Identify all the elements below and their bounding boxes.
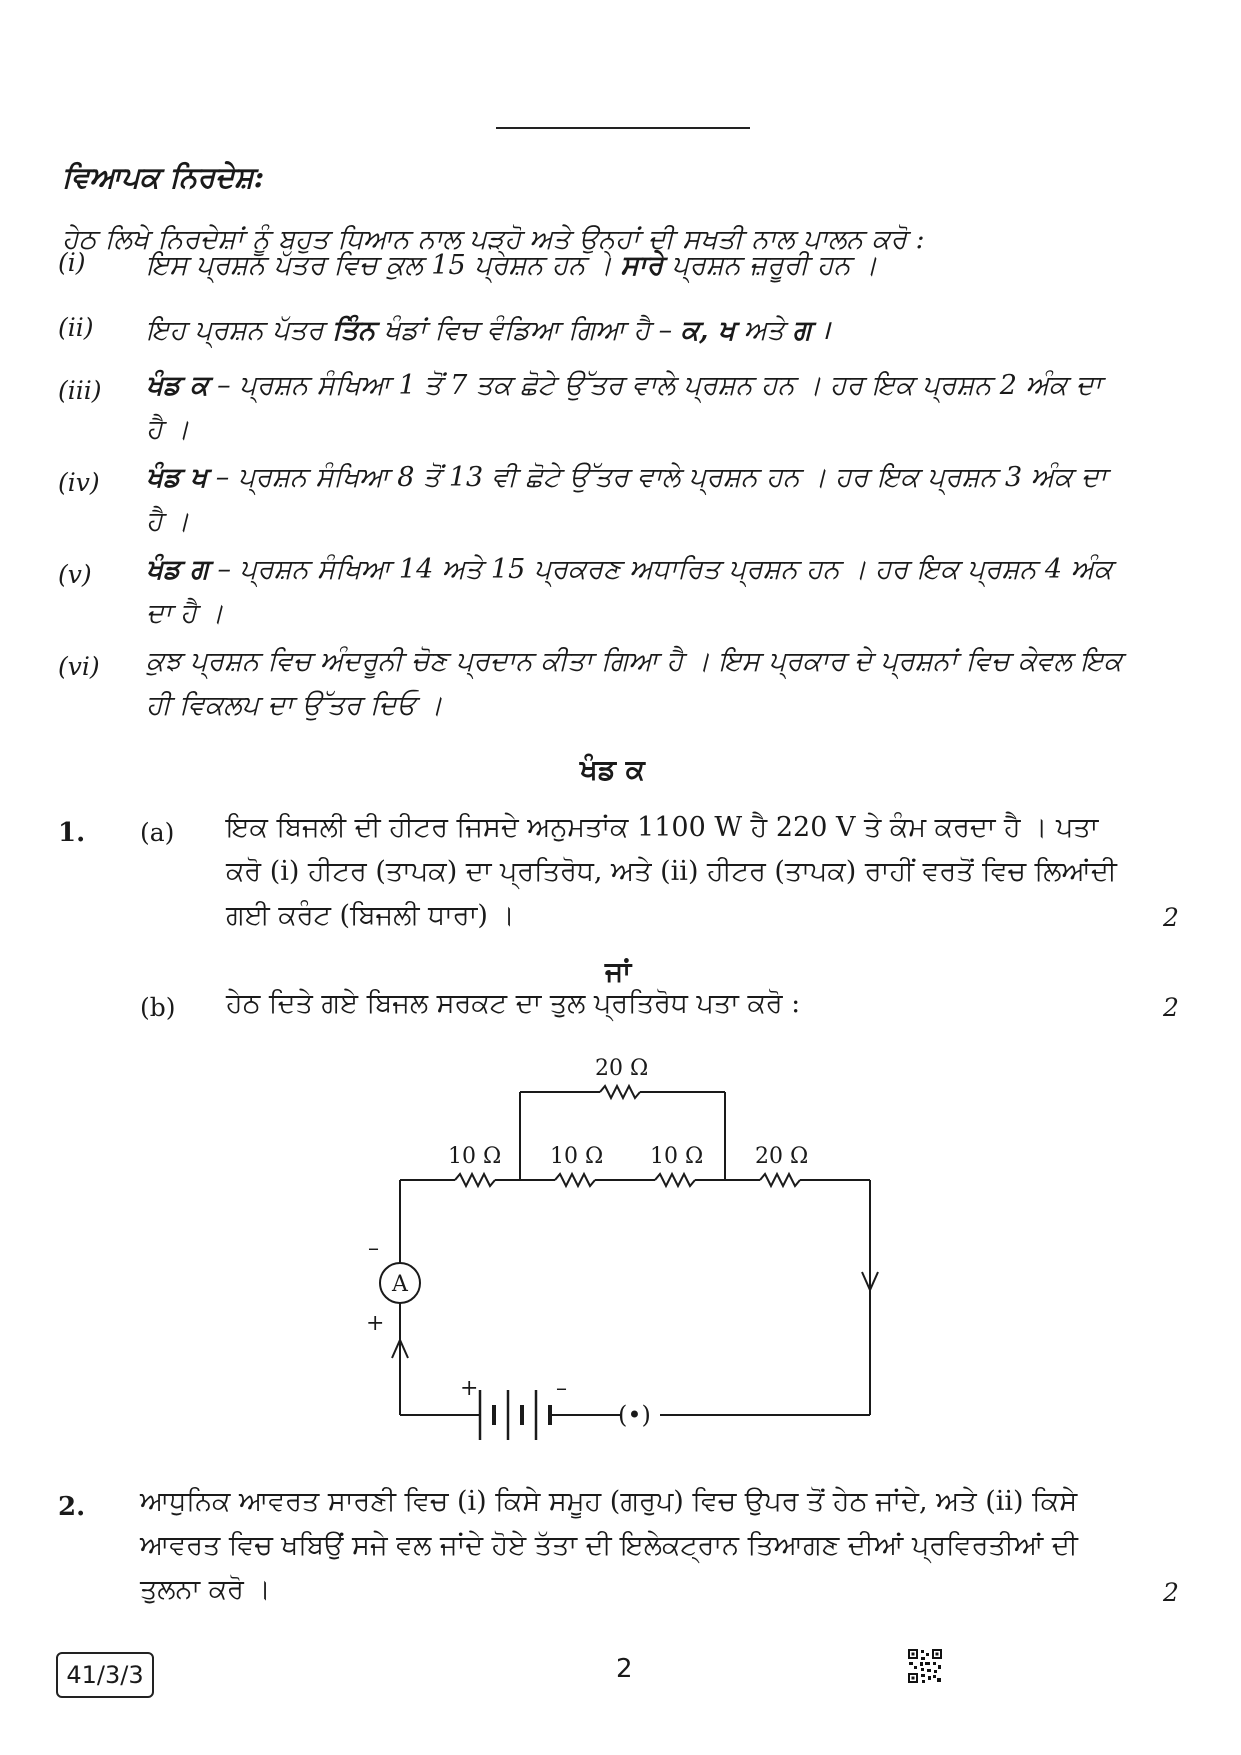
ammeter-plus: + (366, 1311, 385, 1336)
marks: 2 (1163, 1578, 1179, 1607)
instruction-number: (iv) (58, 468, 100, 497)
resistor-label: 20 Ω (595, 1056, 649, 1081)
marks: 2 (1163, 993, 1179, 1022)
resistor-label: 10 Ω (448, 1144, 502, 1169)
question-number: 2. (58, 1492, 86, 1522)
battery-minus: – (556, 1376, 567, 1401)
instruction-text: ਇਸ ਪ੍ਰਸ਼ਨ ਪੱਤਰ ਵਿਚ ਕੁਲ 15 ਪ੍ਰਸ਼ਨ ਹਨ । ਸਾਰੇ ਪ੍ਰਸ਼ਨ ਜ਼ਰੂਰੀ ਹਨ । (146, 250, 878, 281)
question-number: 1. (58, 818, 86, 848)
paper-code: 41/3/3 (56, 1652, 154, 1698)
resistor-label: 10 Ω (650, 1144, 704, 1169)
instruction-number: (i) (58, 248, 86, 277)
circuit-diagram (366, 1050, 890, 1450)
question-1a-text: ਇਕ ਬਿਜਲੀ ਦੀ ਹੀਟਰ ਜਿਸਦੇ ਅਨੁਮਤਾਂਕ 1100 W ਹੈ 220 V ਤੇ ਕੰਮ ਕਰਦਾ ਹੈ । ਪਤਾ ਕਰੋ (i) ਹੀਟਰ (ਤਾਪਕ) ਦਾ ਪ੍ਰਤਿਰੋਧ, ਅਤੇ (ii) ਹੀਟਰ (ਤਾਪਕ) ਰਾਹੀਂ ਵਰਤੋਂ ਵਿਚ ਲਿਆਂਦੀ ਗਈ ਕਰੰਟ (ਬਿਜਲੀ ਧਾਰਾ) । (226, 812, 1117, 931)
instruction-number: (ii) (58, 313, 94, 342)
page-number: 2 (616, 1654, 633, 1684)
instruction-text: ਖੰਡ ਖ – ਪ੍ਰਸ਼ਨ ਸੰਖਿਆ 8 ਤੋਂ 13 ਵੀ ਛੋਟੇ ਉੱਤਰ ਵਾਲੇ ਪ੍ਰਸ਼ਨ ਹਨ । ਹਰ ਇਕ ਪ੍ਰਸ਼ਨ 3 ਅੰਕ ਦਾ ਹੈ । (146, 462, 1107, 537)
plug-key: (•) (618, 1401, 651, 1429)
subpart-label: (b) (140, 993, 176, 1022)
subpart-label: (a) (140, 818, 175, 847)
instruction-text: ਖੰਡ ਗ – ਪ੍ਰਸ਼ਨ ਸੰਖਿਆ 14 ਅਤੇ 15 ਪ੍ਰਕਰਣ ਅਧਾਰਿਤ ਪ੍ਰਸ਼ਨ ਹਨ । ਹਰ ਇਕ ਪ੍ਰਸ਼ਨ 4 ਅੰਕ ਦਾ ਹੈ । (146, 554, 1113, 629)
qr-code-icon (907, 1648, 943, 1684)
instructions-heading: ਵਿਆਪਕ ਨਿਰਦੇਸ਼: (62, 160, 265, 194)
question-2-text: ਆਧੁਨਿਕ ਆਵਰਤ ਸਾਰਣੀ ਵਿਚ (i) ਕਿਸੇ ਸਮੂਹ (ਗਰੁਪ) ਵਿਚ ਉਪਰ ਤੋਂ ਹੇਠ ਜਾਂਦੇ, ਅਤੇ (ii) ਕਿਸੇ ਆਵਰਤ ਵਿਚ ਖਬਿਉਂ ਸਜੇ ਵਲ ਜਾਂਦੇ ਹੋਏ ਤੱਤਾ ਦੀ ਇਲੇਕਟ੍ਰਾਨ ਤਿਆਗਣ ਦੀਆਂ ਪ੍ਰਵਿਰਤੀਆਂ ਦੀ ਤੁਲਨਾ ਕਰੋ । (140, 1486, 1078, 1605)
instruction-number: (iii) (58, 376, 102, 405)
instruction-text: ਖੰਡ ਕ – ਪ੍ਰਸ਼ਨ ਸੰਖਿਆ 1 ਤੋਂ 7 ਤਕ ਛੋਟੇ ਉੱਤਰ ਵਾਲੇ ਪ੍ਰਸ਼ਨ ਹਨ । ਹਰ ਇਕ ਪ੍ਰਸ਼ਨ 2 ਅੰਕ ਦਾ ਹੈ । (146, 370, 1102, 445)
section-title: ਖੰਡ ਕ (580, 753, 645, 786)
question-1b-text: ਹੇਠ ਦਿਤੇ ਗਏ ਬਿਜਲ ਸਰਕਟ ਦਾ ਤੁਲ ਪ੍ਰਤਿਰੋਧ ਪਤਾ ਕਰੋ : (226, 988, 801, 1019)
or-separator: ਜਾਂ (605, 955, 632, 988)
instructions-intro: ਹੇਠ ਲਿਖੇ ਨਿਰਦੇਸ਼ਾਂ ਨੂੰ ਬਹੁਤ ਧਿਆਨ ਨਾਲ ਪੜ੍ਹੋ ਅਤੇ ਉਨ੍ਹਾਂ ਦੀ ਸਖਤੀ ਨਾਲ ਪਾਲਨ ਕਰੋ : (62, 224, 925, 255)
marks: 2 (1163, 903, 1179, 932)
resistor-label: 10 Ω (550, 1144, 604, 1169)
instruction-number: (vi) (58, 652, 100, 681)
top-rule (496, 127, 750, 129)
ammeter-minus: – (368, 1236, 379, 1261)
ammeter-label: A (392, 1272, 408, 1297)
battery-plus: + (460, 1376, 479, 1401)
resistor-label: 20 Ω (755, 1144, 809, 1169)
instruction-text: ਇਹ ਪ੍ਰਸ਼ਨ ਪੱਤਰ ਤਿੰਨ ਖੰਡਾਂ ਵਿਚ ਵੰਡਿਆ ਗਿਆ ਹੈ – ਕ, ਖ ਅਤੇ ਗ । (146, 315, 831, 346)
instruction-number: (v) (58, 560, 92, 589)
instruction-text: ਕੁਝ ਪ੍ਰਸ਼ਨ ਵਿਚ ਅੰਦਰੂਨੀ ਚੋਣ ਪ੍ਰਦਾਨ ਕੀਤਾ ਗਿਆ ਹੈ । ਇਸ ਪ੍ਰਕਾਰ ਦੇ ਪ੍ਰਸ਼ਨਾਂ ਵਿਚ ਕੇਵਲ ਇਕ ਹੀ ਵਿਕਲਪ ਦਾ ਉੱਤਰ ਦਿਓ । (146, 646, 1123, 721)
